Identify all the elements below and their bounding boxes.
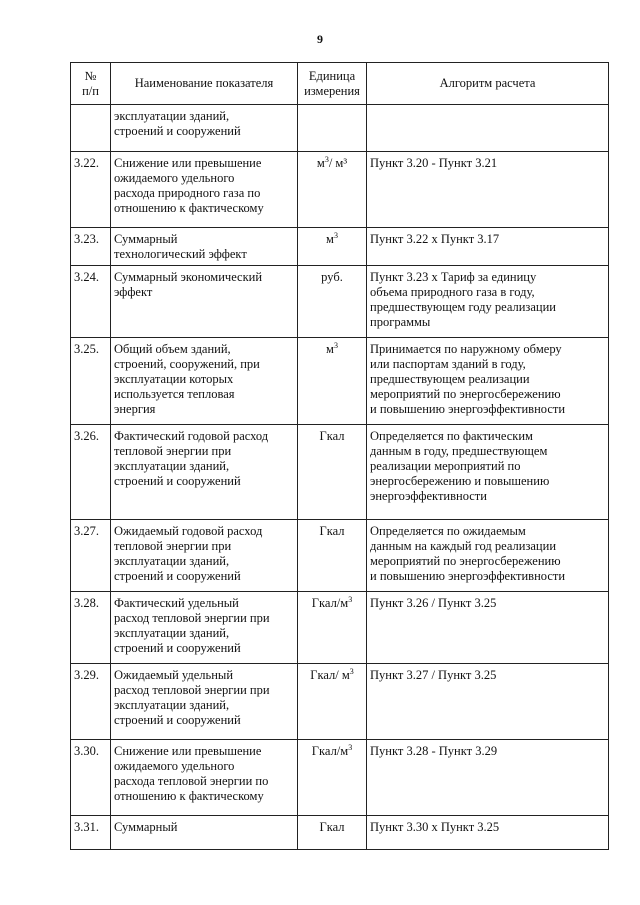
row-number: 3.29. xyxy=(71,664,111,740)
algorithm-text: Пункт 3.28 - Пункт 3.29 xyxy=(367,740,609,816)
indicator-name: Ожидаемый удельный расход тепловой энергии при эксплуатации зданий, строений и сооружений xyxy=(111,664,298,740)
row-number: 3.31. xyxy=(71,816,111,850)
header-unit: Единица измерения xyxy=(298,63,367,105)
indicator-name: Снижение или превышение ожидаемого удельного расхода тепловой энергии по отношению к фактическому xyxy=(111,740,298,816)
algorithm-text: Пункт 3.30 х Пункт 3.25 xyxy=(367,816,609,850)
unit-text: м xyxy=(316,156,325,170)
row-number: 3.23. xyxy=(71,228,111,266)
table-row xyxy=(71,425,609,520)
row-number: 3.22. xyxy=(71,152,111,228)
indicator-name: Общий объем зданий, строений, сооружений, при эксплуатации которых используется тепловая энергия xyxy=(111,338,298,425)
table-row xyxy=(71,740,609,816)
unit-cell xyxy=(298,425,367,520)
unit-superscript: 3 xyxy=(349,666,354,676)
unit-cell xyxy=(298,228,367,266)
unit-cell xyxy=(298,338,367,425)
unit-superscript: 3 xyxy=(324,154,329,164)
indicator-name: Снижение или превышение ожидаемого удельного расхода природного газа по отношению к фактическому xyxy=(111,152,298,228)
indicator-name: эксплуатации зданий, строений и сооружений xyxy=(111,105,298,152)
row-number: 3.24. xyxy=(71,266,111,338)
row-number: 3.27. xyxy=(71,520,111,592)
header-indicator-name: Наименование показателя xyxy=(111,63,298,105)
row-number: 3.28. xyxy=(71,592,111,664)
row-number: 3.26. xyxy=(71,425,111,520)
algorithm-text: Пункт 3.23 х Тариф за единицу объема природного газа в году, предшествующем году реализации программы xyxy=(367,266,609,338)
indicator-name: Суммарный xyxy=(111,816,298,850)
unit-text: Гкал xyxy=(319,524,345,538)
table-row xyxy=(71,228,609,266)
unit-text: м xyxy=(326,342,334,356)
indicator-name: Суммарный технологический эффект xyxy=(111,228,298,266)
table-row xyxy=(71,338,609,425)
unit-text: Гкал/ м xyxy=(310,668,350,682)
table-row xyxy=(71,816,609,850)
unit-text: Гкал/м xyxy=(311,744,349,758)
algorithm-text: Определяется по ожидаемым данным на каждый год реализации мероприятий по энергосбережению и повышению энергоэффективности xyxy=(367,520,609,592)
header-algorithm: Алгоритм расчета xyxy=(367,63,609,105)
page-number: 9 xyxy=(317,32,323,46)
unit-cell xyxy=(298,664,367,740)
indicator-name: Фактический удельный расход тепловой энергии при эксплуатации зданий, строений и сооружений xyxy=(111,592,298,664)
unit-cell xyxy=(298,816,367,850)
unit-tail: / м³ xyxy=(328,156,348,170)
unit-superscript: 3 xyxy=(333,230,338,240)
unit-text: Гкал/м xyxy=(311,596,349,610)
unit-cell xyxy=(298,520,367,592)
unit-cell xyxy=(298,152,367,228)
indicator-table xyxy=(70,62,609,850)
unit-cell xyxy=(298,105,367,152)
unit-cell xyxy=(298,740,367,816)
algorithm-text: Принимается по наружному обмеру или паспортам зданий в году, предшествующем реализации мероприятий по энергосбережению и повышению энергоэффективности xyxy=(367,338,609,425)
table-row xyxy=(71,664,609,740)
unit-cell xyxy=(298,266,367,338)
unit-text: руб. xyxy=(321,270,343,284)
header-number: № п/п xyxy=(71,63,111,105)
indicator-name: Суммарный экономический эффект xyxy=(111,266,298,338)
unit-text: м xyxy=(326,232,334,246)
indicator-name: Фактический годовой расход тепловой энергии при эксплуатации зданий, строений и сооружений xyxy=(111,425,298,520)
table-row xyxy=(71,152,609,228)
algorithm-text xyxy=(367,105,609,152)
table-row xyxy=(71,105,609,152)
unit-text: Гкал xyxy=(319,429,345,443)
table-header-row xyxy=(71,63,609,105)
algorithm-text: Пункт 3.22 х Пункт 3.17 xyxy=(367,228,609,266)
table-row xyxy=(71,592,609,664)
algorithm-text: Пункт 3.20 - Пункт 3.21 xyxy=(367,152,609,228)
algorithm-text: Пункт 3.27 / Пункт 3.25 xyxy=(367,664,609,740)
unit-superscript: 3 xyxy=(333,340,338,350)
row-number: 3.25. xyxy=(71,338,111,425)
unit-text: Гкал xyxy=(319,820,345,834)
unit-superscript: 3 xyxy=(348,594,353,604)
table-row xyxy=(71,520,609,592)
unit-superscript: 3 xyxy=(348,742,353,752)
algorithm-text: Определяется по фактическим данным в году, предшествующем реализации мероприятий по энергосбережению и повышению энергоэффективности xyxy=(367,425,609,520)
algorithm-text: Пункт 3.26 / Пункт 3.25 xyxy=(367,592,609,664)
row-number: 3.30. xyxy=(71,740,111,816)
unit-cell xyxy=(298,592,367,664)
table-row xyxy=(71,266,609,338)
indicator-name: Ожидаемый годовой расход тепловой энергии при эксплуатации зданий, строений и сооружений xyxy=(111,520,298,592)
row-number xyxy=(71,105,111,152)
